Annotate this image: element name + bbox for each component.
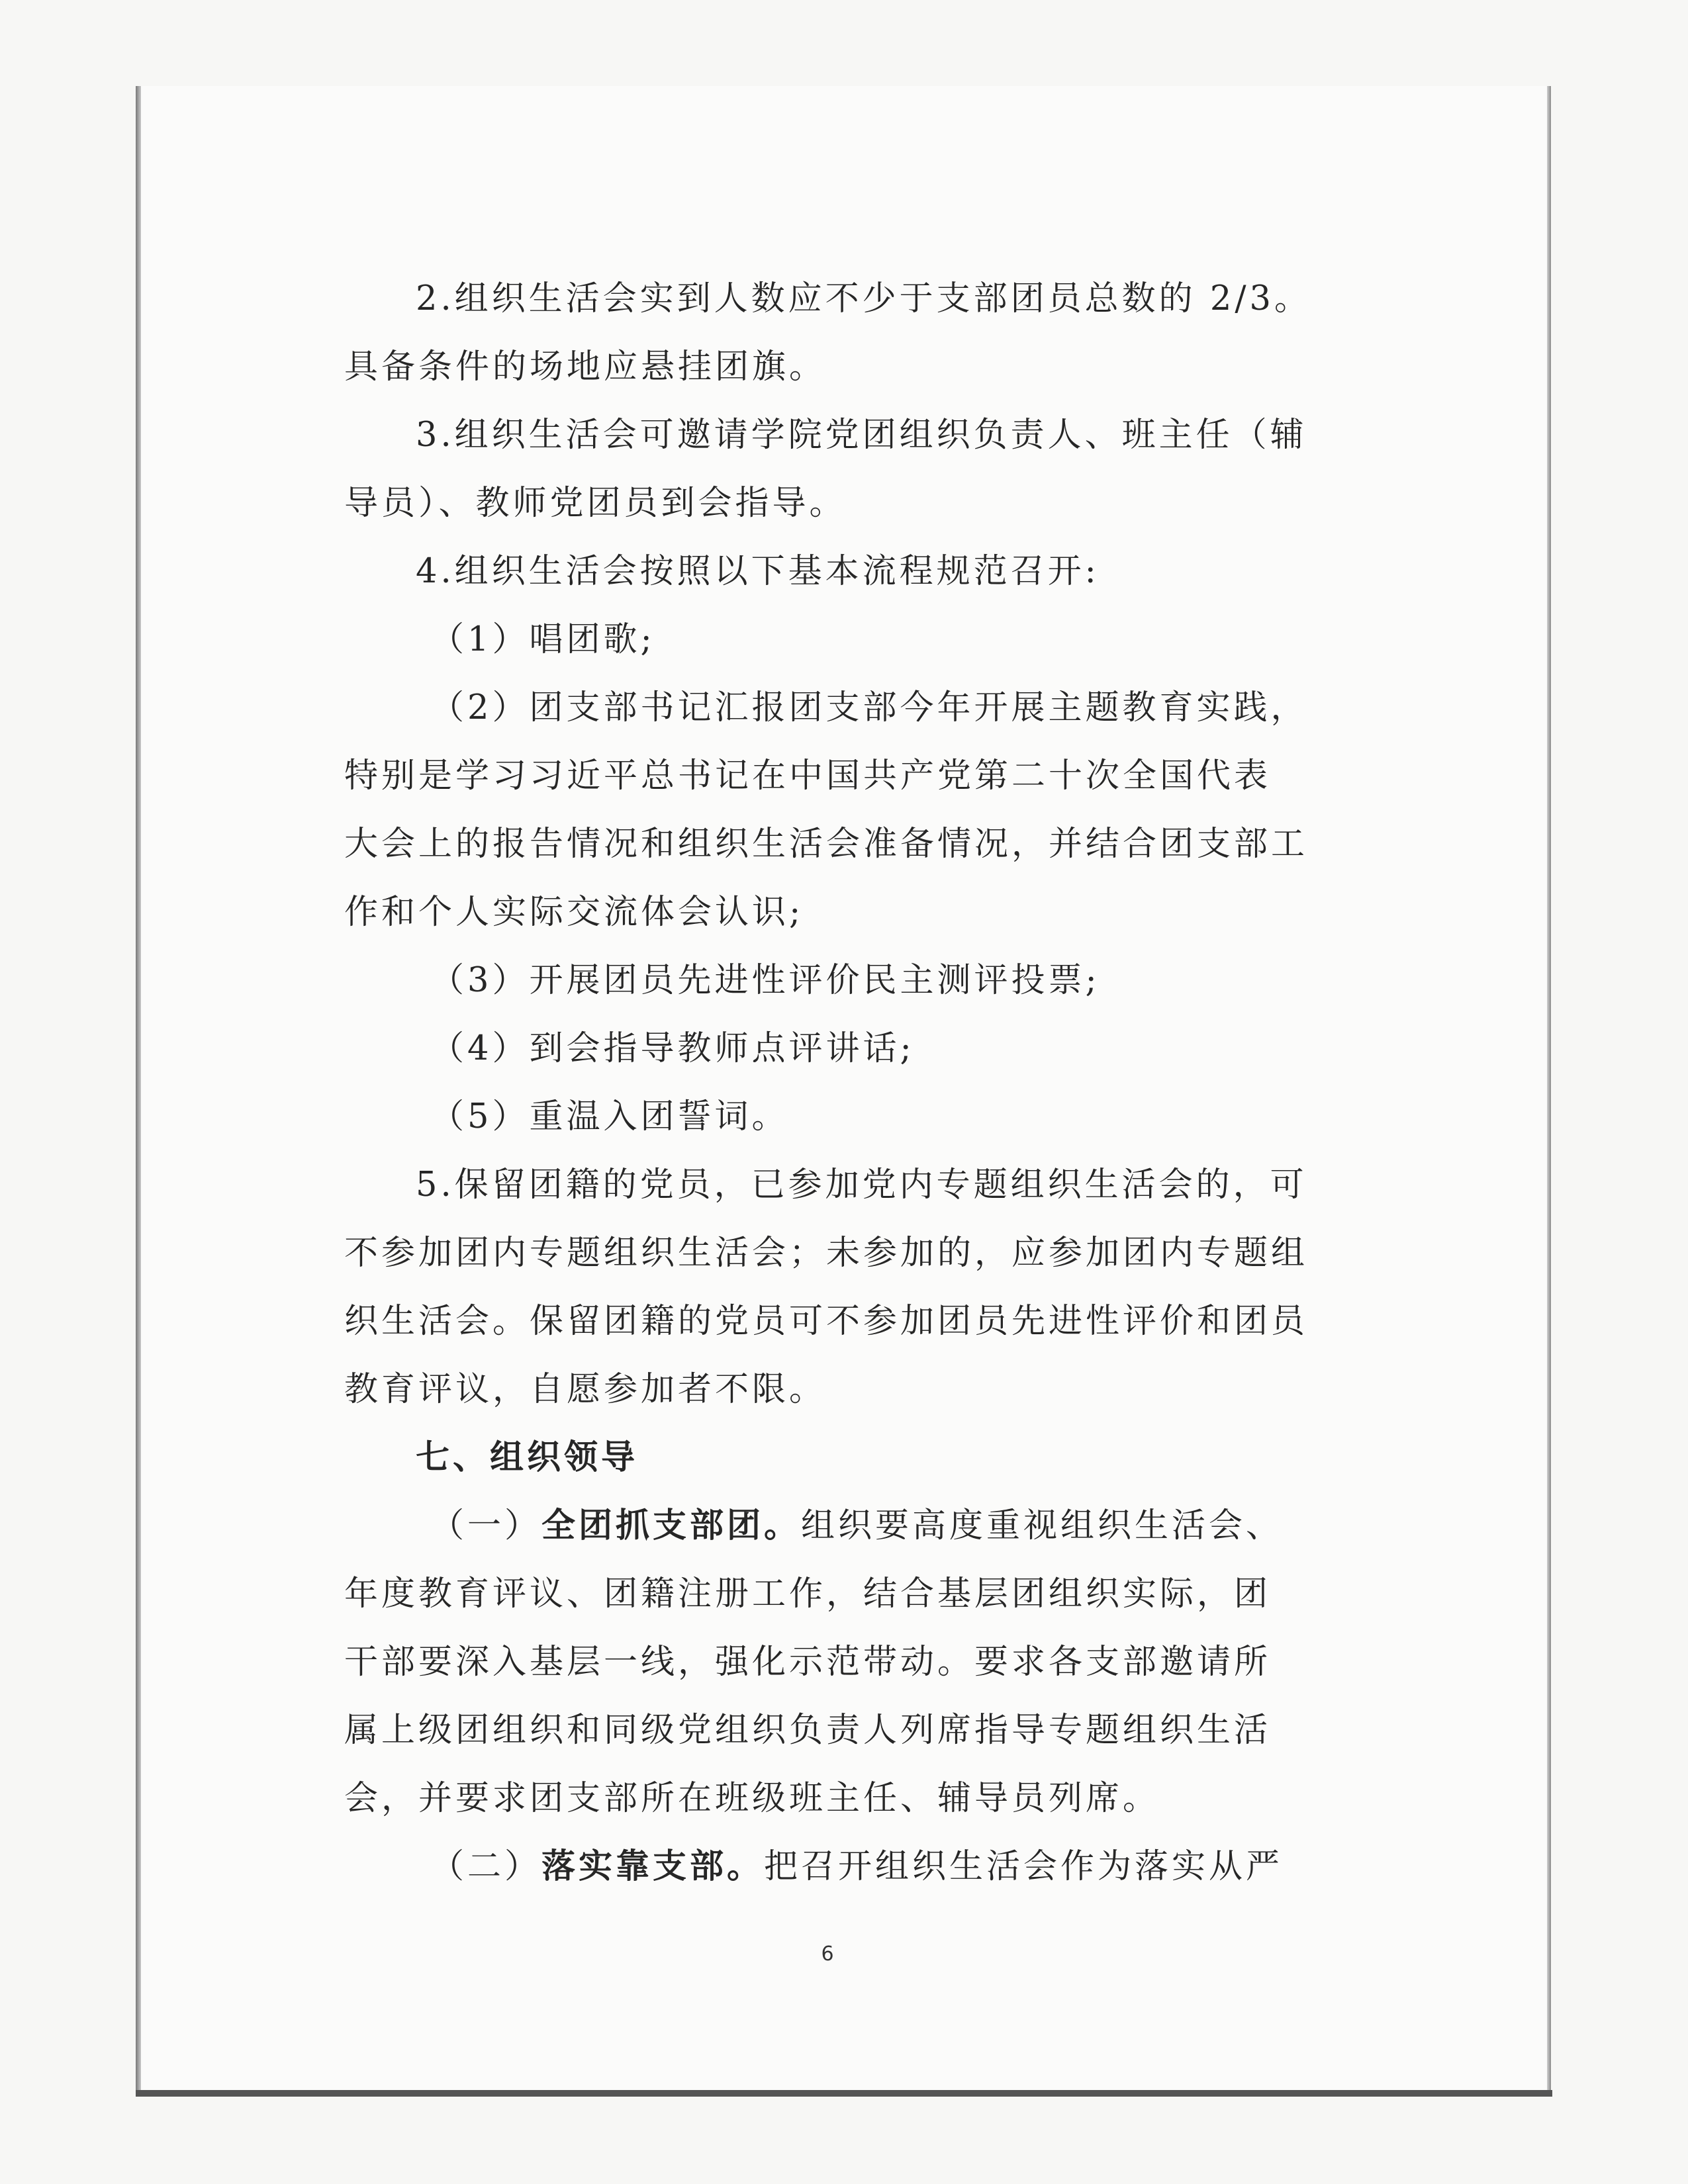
- list-item: （2）团支部书记汇报团支部今年开展主题教育实践，: [430, 688, 1308, 727]
- item2-text: 把召开组织生活会作为落实从严: [764, 1847, 1284, 1886]
- paragraph-line: 织生活会。保留团籍的党员可不参加团员先进性评价和团员: [344, 1302, 1309, 1341]
- item2-first-line: [344, 1833, 1311, 1901]
- item1-text: 组织要高度重视组织生活会、: [801, 1506, 1284, 1545]
- list-item: （5）重温入团誓词。: [430, 1097, 789, 1136]
- paragraph-line: 导员）、教师党团员到会指导。: [344, 484, 847, 523]
- paragraph-line: 特别是学习习近平总书记在中国共产党第二十次全国代表: [344, 756, 1272, 796]
- item1-first-line: [344, 1492, 1311, 1560]
- paragraph-line: 4.组织生活会按照以下基本流程规范召开:: [416, 552, 1100, 591]
- page-number: 6: [821, 1942, 834, 1966]
- paragraph-line: 年度教育评议、团籍注册工作，结合基层团组织实际，团: [344, 1574, 1272, 1614]
- paragraph-line: 作和个人实际交流体会认识;: [344, 893, 804, 932]
- paragraph-line: 5.保留团籍的党员，已参加党内专题组织生活会的，可: [416, 1165, 1307, 1205]
- paragraph-line: 教育评议，自愿参加者不限。: [344, 1370, 827, 1409]
- list-item: （3）开展团员先进性评价民主测评投票;: [430, 961, 1100, 1000]
- paragraph-line: 不参加团内专题组织生活会；未参加的，应参加团内专题组: [344, 1234, 1309, 1273]
- scan-edge-right: [1547, 86, 1551, 2091]
- item1-title: 全团抓支部团。: [541, 1506, 802, 1545]
- paragraph-line: 具备条件的场地应悬挂团旗。: [344, 347, 827, 387]
- list-item: （4）到会指导教师点评讲话;: [430, 1029, 915, 1068]
- list-item: （1）唱团歌;: [430, 620, 655, 659]
- scan-edge-bottom: [136, 2090, 1552, 2097]
- item1-prefix: （一）: [430, 1506, 542, 1545]
- paragraph-line: 2.组织生活会实到人数应不少于支部团员总数的 2/3。: [416, 279, 1311, 318]
- section-heading: 七、组织领导: [416, 1438, 639, 1477]
- paragraph-line: 属上级团组织和同级党组织负责人列席指导专题组织生活: [344, 1711, 1272, 1750]
- paragraph-line: 3.组织生活会可邀请学院党团组织负责人、班主任（辅: [416, 416, 1307, 455]
- item2-title: 落实靠支部。: [541, 1847, 765, 1886]
- paragraph-line: 干部要深入基层一线，强化示范带动。要求各支部邀请所: [344, 1643, 1272, 1682]
- scan-edge-left: [136, 86, 141, 2091]
- item2-prefix: （二）: [430, 1847, 542, 1886]
- paragraph-line: 会，并要求团支部所在班级班主任、辅导员列席。: [344, 1779, 1160, 1818]
- document-body: [344, 265, 1311, 1901]
- paragraph-line: 大会上的报告情况和组织生活会准备情况，并结合团支部工: [344, 825, 1309, 864]
